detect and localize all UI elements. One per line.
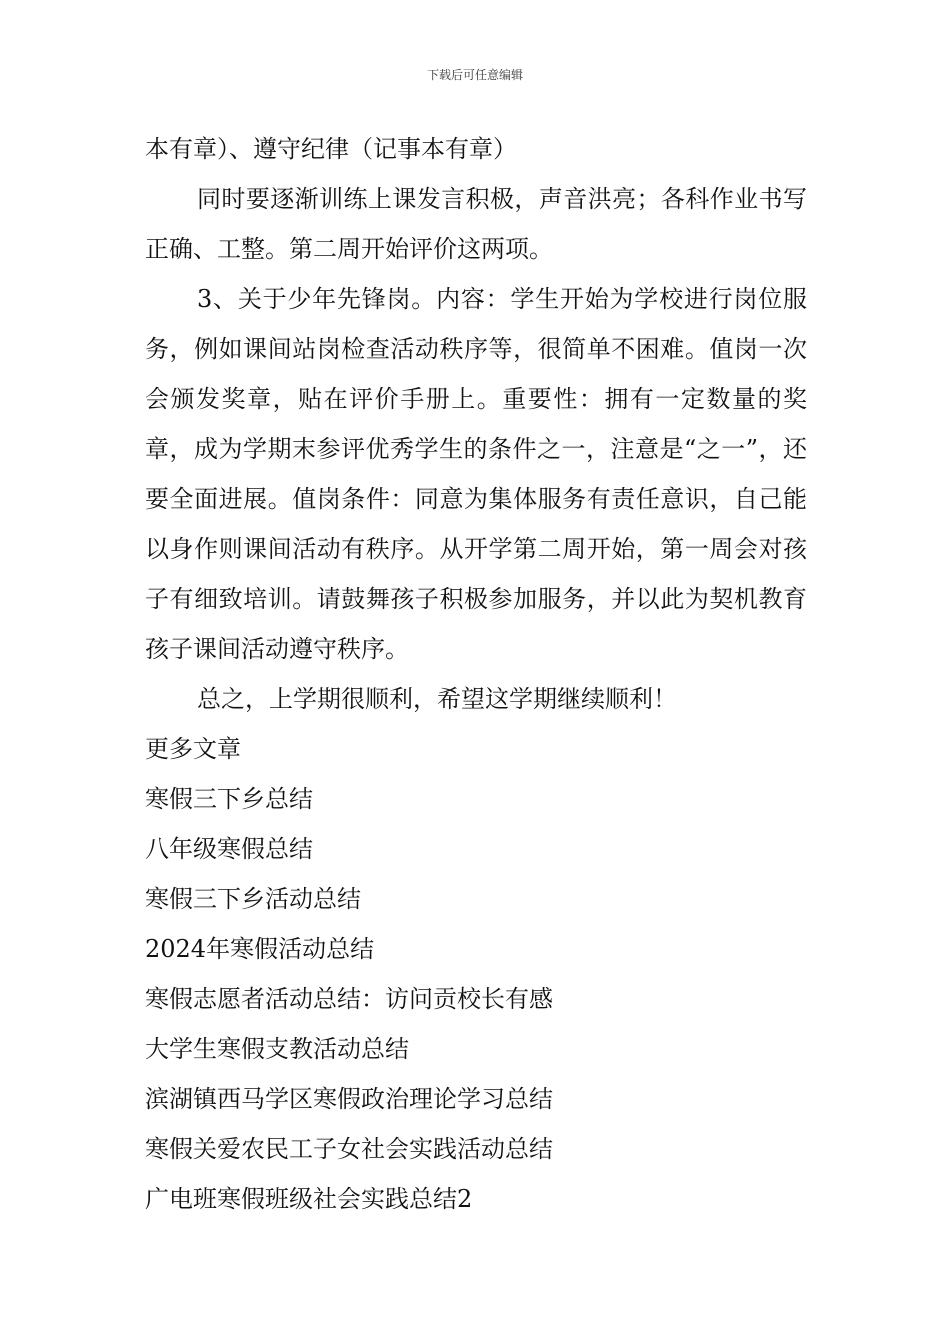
paragraph-3: 3、关于少年先锋岗。内容：学生开始为学校进行岗位服务，例如课间站岗检查活动秩序等，很简单不困难。值岗一次会颁发奖章，贴在评价手册上。重要性：拥有一定数量的奖章，成为学期末参评优秀学生的条件之一，注意是“之一”，还要全面进展。值岗条件：同意为集体服务有责任意识，自己能以身作则课间活动有秩序。从开学第二周开始，第一周会对孩子有细致培训。请鼓舞孩子积极参加服务，并以此为契机教育孩子课间活动遵守秩序。: [145, 285, 807, 663]
more-articles-list: [145, 774, 807, 1224]
paragraph-2: 同时要逐渐训练上课发言积极，声音洪亮；各科作业书写正确、工整。第二周开始评价这两项。: [145, 185, 807, 263]
paragraph-1: 本有章）、遵守纪律（记事本有章）: [145, 135, 517, 163]
more-article-link[interactable]: 寒假三下乡总结: [145, 785, 313, 813]
more-article-link[interactable]: 寒假三下乡活动总结: [145, 885, 361, 913]
more-article-link[interactable]: 八年级寒假总结: [145, 835, 313, 863]
more-article-link[interactable]: 寒假志愿者活动总结：访问贡校长有感: [145, 985, 553, 1013]
document-body: [145, 124, 807, 1224]
more-article-link[interactable]: 寒假关爱农民工子女社会实践活动总结: [145, 1135, 553, 1163]
page-header-note: 下载后可任意编辑: [426, 68, 523, 82]
paragraph-4: 总之，上学期很顺利，希望这学期继续顺利！: [197, 685, 677, 713]
more-article-link[interactable]: 2024年寒假活动总结: [145, 935, 375, 963]
more-article-link[interactable]: 滨湖镇西马学区寒假政治理论学习总结: [145, 1085, 553, 1113]
more-article-link[interactable]: 大学生寒假支教活动总结: [145, 1035, 409, 1063]
more-articles-heading: 更多文章: [145, 735, 241, 763]
more-article-link[interactable]: 广电班寒假班级社会实践总结2: [145, 1185, 473, 1213]
